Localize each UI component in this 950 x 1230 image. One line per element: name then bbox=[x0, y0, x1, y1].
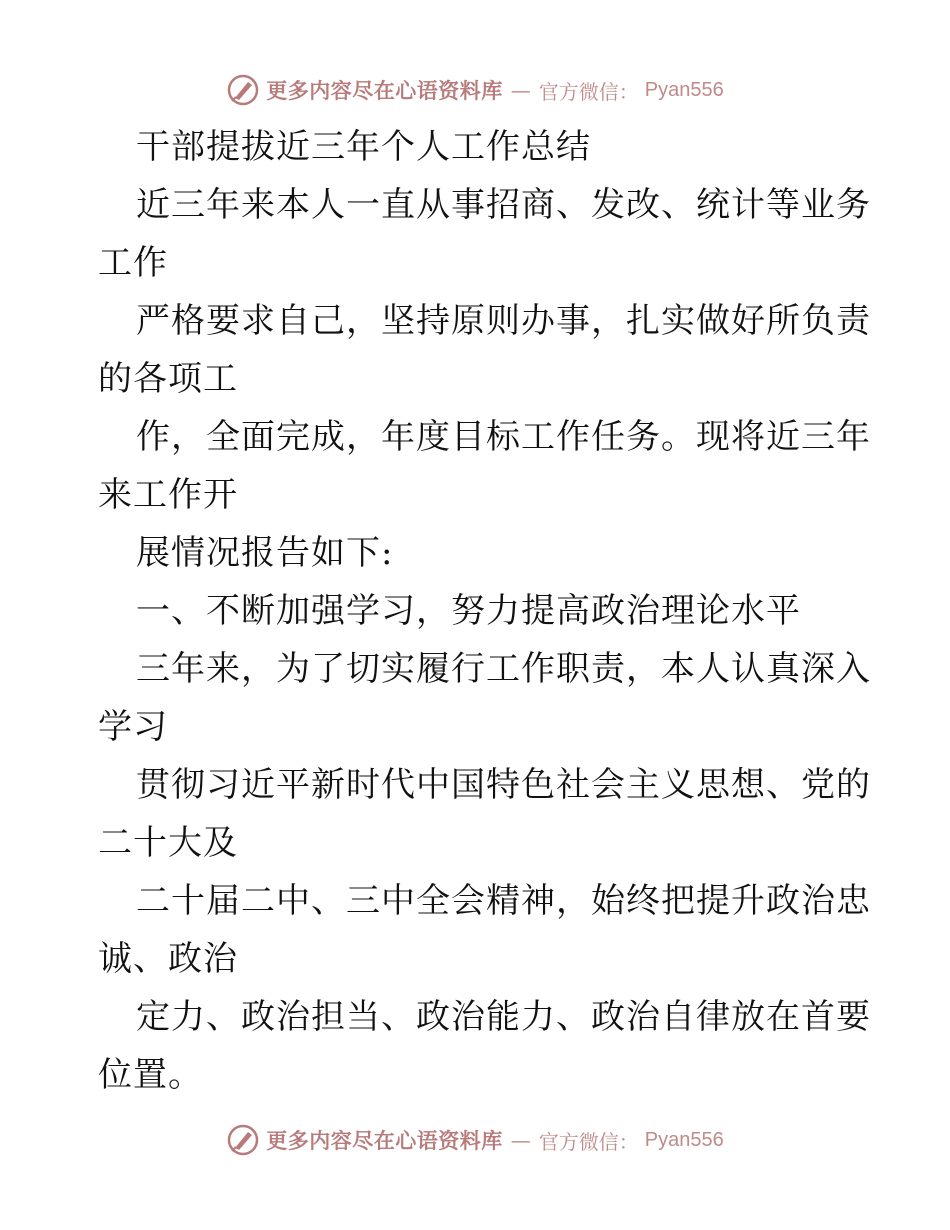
paragraph-line: 严格要求自己，坚持原则办事，扎实做好所负责 bbox=[136, 301, 871, 341]
document-body bbox=[98, 118, 871, 1104]
watermark-contact-handle: Pyan556 bbox=[644, 78, 724, 101]
paragraph-line: 近三年来本人一直从事招商、发改、统计等业务 bbox=[136, 185, 871, 225]
paragraph-line: 定力、政治担当、政治能力、政治自律放在首要 bbox=[136, 997, 871, 1037]
paragraph-line: 诚、政治 bbox=[98, 939, 238, 979]
paragraph-line: 三年来，为了切实履行工作职责，本人认真深入 bbox=[136, 649, 871, 689]
document-title: 干部提拔近三年个人工作总结 bbox=[136, 127, 591, 167]
quill-pen-logo-icon bbox=[226, 73, 260, 107]
paragraph-line: 的各项工 bbox=[98, 359, 238, 399]
paragraph-line: 工作 bbox=[98, 243, 168, 283]
watermark-separator: — bbox=[510, 1128, 531, 1152]
paragraph-line: 二十大及 bbox=[98, 823, 238, 863]
paragraph-line: 展情况报告如下: bbox=[136, 533, 394, 573]
paragraph-line: 贯彻习近平新时代中国特色社会主义思想、党的 bbox=[136, 765, 871, 805]
paragraph-line: 学习 bbox=[98, 707, 168, 747]
paragraph-line: 来工作开 bbox=[98, 475, 238, 515]
watermark-text: 更多内容尽在心语资料库 bbox=[266, 1128, 503, 1153]
watermark-text: 更多内容尽在心语资料库 bbox=[266, 78, 503, 103]
paragraph-line: 位置。 bbox=[98, 1055, 203, 1095]
section-heading: 一、不断加强学习，努力提高政治理论水平 bbox=[136, 591, 801, 631]
quill-pen-logo-icon bbox=[226, 1123, 260, 1157]
paragraph-line: 作，全面完成，年度目标工作任务。现将近三年 bbox=[136, 417, 871, 457]
watermark-contact-label: 官方微信： bbox=[538, 79, 639, 104]
footer-watermark bbox=[0, 1120, 950, 1160]
watermark-separator: — bbox=[510, 78, 531, 102]
watermark-contact-handle: Pyan556 bbox=[644, 1128, 724, 1151]
header-watermark bbox=[0, 70, 950, 110]
paragraph-line: 二十届二中、三中全会精神，始终把提升政治忠 bbox=[136, 881, 871, 921]
watermark-contact-label: 官方微信： bbox=[538, 1129, 639, 1154]
